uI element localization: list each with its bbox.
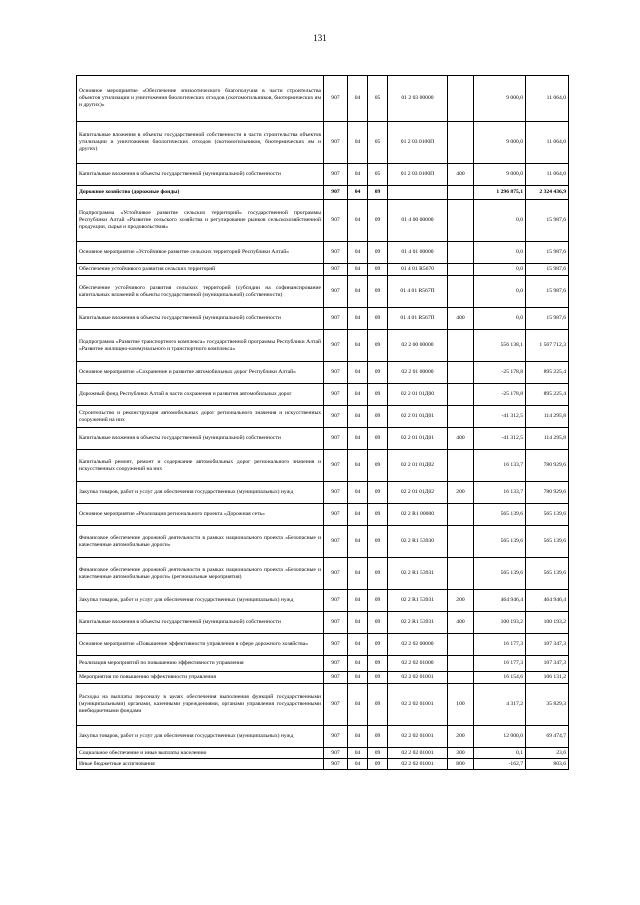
row-subsection: 09 [368, 482, 388, 504]
row-target-article: 02 2 01 01Д01 [388, 428, 448, 450]
row-grbs: 907 [324, 634, 348, 656]
row-name: Дорожное хозяйство (дорожные фонды) [77, 186, 324, 200]
table-row [77, 122, 569, 164]
row-target-article [388, 186, 448, 200]
row-target-article: 02 2 02 01001 [388, 759, 448, 770]
row-section: 04 [348, 76, 368, 122]
row-subsection: 09 [368, 748, 388, 759]
row-amount-total: 107 347,3 [526, 656, 569, 672]
row-expense-type: 200 [448, 726, 474, 748]
row-expense-type [448, 672, 474, 684]
table-row [77, 684, 569, 726]
row-section: 04 [348, 482, 368, 504]
row-name: Иные бюджетные ассигнования [77, 759, 324, 770]
row-expense-type: 100 [448, 684, 474, 726]
row-target-article: 02 2 02 01001 [388, 748, 448, 759]
row-amount-total: 464 946,4 [526, 590, 569, 612]
row-expense-type [448, 276, 474, 308]
row-expense-type [448, 450, 474, 482]
row-name: Строительство и реконструкция автомобильных дорог регионального значения и искусственных сооружений на них [77, 406, 324, 428]
row-expense-type: 400 [448, 612, 474, 634]
row-expense-type [448, 264, 474, 276]
table-row [77, 186, 569, 200]
row-target-article: 02 2 R1 53931 [388, 612, 448, 634]
row-target-article: 01 4 01 R5670 [388, 264, 448, 276]
row-grbs: 907 [324, 656, 348, 672]
row-name: Обеспечение устойчивого развития сельских территорий [77, 264, 324, 276]
row-amount-total: 11 064,0 [526, 76, 569, 122]
row-amount-total: 2 324 436,9 [526, 186, 569, 200]
row-target-article: 02 2 02 01001 [388, 672, 448, 684]
row-grbs: 907 [324, 684, 348, 726]
row-expense-type: 200 [448, 482, 474, 504]
row-amount-change: 0,0 [474, 264, 526, 276]
table-row [77, 634, 569, 656]
row-amount-total: 15 987,6 [526, 200, 569, 242]
row-expense-type [448, 330, 474, 362]
row-grbs: 907 [324, 164, 348, 186]
row-amount-change: 16 133,7 [474, 482, 526, 504]
row-section: 04 [348, 384, 368, 406]
row-target-article: 02 2 R1 00000 [388, 504, 448, 526]
row-amount-change: 565 139,6 [474, 558, 526, 590]
row-section: 04 [348, 612, 368, 634]
row-name: Закупка товаров, работ и услуг для обеспечения государственных (муниципальных) нужд [77, 726, 324, 748]
row-amount-change: 0,0 [474, 276, 526, 308]
row-target-article: 01 2 03 0100П [388, 122, 448, 164]
row-amount-change: 16 177,3 [474, 656, 526, 672]
row-subsection: 09 [368, 656, 388, 672]
row-amount-change: 12 000,0 [474, 726, 526, 748]
row-grbs: 907 [324, 428, 348, 450]
table-row [77, 558, 569, 590]
row-amount-total: 100 193,2 [526, 612, 569, 634]
row-expense-type [448, 526, 474, 558]
row-amount-change: 16 154,6 [474, 672, 526, 684]
table-row [77, 330, 569, 362]
row-section: 04 [348, 748, 368, 759]
row-expense-type [448, 406, 474, 428]
row-expense-type [448, 558, 474, 590]
row-amount-total: 11 064,0 [526, 164, 569, 186]
row-amount-change: 565 139,6 [474, 504, 526, 526]
row-expense-type [448, 384, 474, 406]
table-row [77, 276, 569, 308]
row-subsection: 09 [368, 526, 388, 558]
row-amount-change: -41 312,5 [474, 406, 526, 428]
row-target-article: 02 2 R1 53931 [388, 590, 448, 612]
row-name: Капитальный ремонт, ремонт и содержание автомобильных дорог регионального значения и искусственных сооружений на них [77, 450, 324, 482]
row-subsection: 09 [368, 504, 388, 526]
row-grbs: 907 [324, 362, 348, 384]
row-amount-total: 35 829,3 [526, 684, 569, 726]
row-expense-type [448, 634, 474, 656]
row-subsection: 09 [368, 264, 388, 276]
row-name: Основное мероприятие «Обеспечение эпизоотического благополучия в части строительства объектов утилизации и уничтожения биологических отходов (скотомогильников, биотермических ям и других)» [77, 76, 324, 122]
row-name: Основное мероприятие «Реализация регионального проекта «Дорожная сеть» [77, 504, 324, 526]
row-section: 04 [348, 186, 368, 200]
row-name: Капитальные вложения в объекты государственной (муниципальной) собственности [77, 612, 324, 634]
row-name: Реализация мероприятий по повышению эффективности управления [77, 656, 324, 672]
table-row [77, 362, 569, 384]
table-row [77, 164, 569, 186]
row-subsection: 09 [368, 186, 388, 200]
row-name: Капитальные вложения в объекты государственной (муниципальной) собственности [77, 428, 324, 450]
row-subsection: 09 [368, 276, 388, 308]
row-amount-change: 9 000,0 [474, 122, 526, 164]
row-grbs: 907 [324, 200, 348, 242]
row-target-article: 02 2 R1 53931 [388, 558, 448, 590]
row-section: 04 [348, 330, 368, 362]
row-grbs: 907 [324, 526, 348, 558]
row-subsection: 05 [368, 76, 388, 122]
table-row [77, 242, 569, 264]
row-amount-total: 780 929,6 [526, 482, 569, 504]
row-section: 04 [348, 759, 368, 770]
row-amount-total: 114 295,8 [526, 428, 569, 450]
row-amount-change: -25 178,8 [474, 362, 526, 384]
table-row [77, 406, 569, 428]
row-subsection: 09 [368, 428, 388, 450]
table-row [77, 482, 569, 504]
row-amount-total: 1 567 712,3 [526, 330, 569, 362]
row-section: 04 [348, 242, 368, 264]
table-row [77, 590, 569, 612]
row-subsection: 09 [368, 450, 388, 482]
table-row [77, 428, 569, 450]
row-section: 04 [348, 200, 368, 242]
row-name: Обеспечение устойчивого развития сельских территорий (субсидии на софинансирование капитальных вложений в объекты государственной (муниципальной) собственности) [77, 276, 324, 308]
row-amount-total: 15 987,6 [526, 308, 569, 330]
row-target-article: 01 2 03 00000 [388, 76, 448, 122]
row-name: Финансовое обеспечение дорожной деятельности в рамках национального проекта «Безопасные и качественные автомобильные дороги» [77, 526, 324, 558]
row-target-article: 02 2 01 01Д02 [388, 450, 448, 482]
row-amount-change: -41 312,5 [474, 428, 526, 450]
row-target-article: 02 2 02 00000 [388, 634, 448, 656]
row-target-article: 01 4 01 R567П [388, 308, 448, 330]
row-amount-change: 1 296 875,1 [474, 186, 526, 200]
row-amount-total: 565 139,6 [526, 504, 569, 526]
row-expense-type [448, 656, 474, 672]
row-amount-change: 9 000,0 [474, 164, 526, 186]
row-target-article: 02 2 02 01001 [388, 684, 448, 726]
row-subsection: 09 [368, 330, 388, 362]
table-row [77, 264, 569, 276]
row-section: 04 [348, 656, 368, 672]
row-grbs: 907 [324, 186, 348, 200]
row-subsection: 09 [368, 558, 388, 590]
row-target-article: 02 2 02 01000 [388, 656, 448, 672]
row-subsection: 05 [368, 122, 388, 164]
row-name: Капитальные вложения в объекты государственной (муниципальной) собственности [77, 164, 324, 186]
row-amount-change: -162,7 [474, 759, 526, 770]
row-amount-change: 16 133,7 [474, 450, 526, 482]
row-grbs: 907 [324, 748, 348, 759]
row-amount-change: 556 138,1 [474, 330, 526, 362]
row-grbs: 907 [324, 76, 348, 122]
row-target-article: 02 2 01 01Д02 [388, 482, 448, 504]
row-amount-total: 895 225,4 [526, 384, 569, 406]
table-row [77, 384, 569, 406]
table-row [77, 200, 569, 242]
row-subsection: 09 [368, 242, 388, 264]
row-section: 04 [348, 590, 368, 612]
row-subsection: 09 [368, 384, 388, 406]
row-expense-type [448, 76, 474, 122]
table-row [77, 526, 569, 558]
row-amount-change: 0,0 [474, 200, 526, 242]
row-name: Финансовое обеспечение дорожной деятельности в рамках национального проекта «Безопасные и качественные автомобильные дороги» (региональные мероприятия) [77, 558, 324, 590]
row-amount-total: 895 225,4 [526, 362, 569, 384]
row-expense-type [448, 362, 474, 384]
row-subsection: 09 [368, 672, 388, 684]
row-expense-type [448, 242, 474, 264]
row-subsection: 09 [368, 308, 388, 330]
row-grbs: 907 [324, 759, 348, 770]
row-amount-total: 15 987,6 [526, 264, 569, 276]
row-grbs: 907 [324, 672, 348, 684]
row-grbs: 907 [324, 122, 348, 164]
row-name: Социальное обеспечение и иные выплаты населению [77, 748, 324, 759]
row-section: 04 [348, 526, 368, 558]
row-target-article: 02 2 00 00000 [388, 330, 448, 362]
row-grbs: 907 [324, 504, 348, 526]
row-name: Закупка товаров, работ и услуг для обеспечения государственных (муниципальных) нужд [77, 590, 324, 612]
row-amount-total: 780 929,6 [526, 450, 569, 482]
table-row [77, 672, 569, 684]
row-section: 04 [348, 684, 368, 726]
row-target-article: 01 4 00 00000 [388, 200, 448, 242]
row-grbs: 907 [324, 406, 348, 428]
row-name: Капитальные вложения в объекты государственной (муниципальной) собственности [77, 308, 324, 330]
table-row [77, 308, 569, 330]
row-amount-change: 0,0 [474, 242, 526, 264]
row-expense-type: 400 [448, 308, 474, 330]
row-name: Закупка товаров, работ и услуг для обеспечения государственных (муниципальных) нужд [77, 482, 324, 504]
row-amount-total: 106 131,2 [526, 672, 569, 684]
row-subsection: 09 [368, 684, 388, 726]
row-expense-type [448, 186, 474, 200]
row-name: Основное мероприятие «Повышение эффективности управления в сфере дорожного хозяйства» [77, 634, 324, 656]
row-amount-total: 11 064,0 [526, 122, 569, 164]
row-grbs: 907 [324, 590, 348, 612]
row-grbs: 907 [324, 276, 348, 308]
row-name: Мероприятия по повышению эффективности управления [77, 672, 324, 684]
row-section: 04 [348, 308, 368, 330]
table-row [77, 450, 569, 482]
row-subsection: 09 [368, 612, 388, 634]
row-section: 04 [348, 122, 368, 164]
row-amount-total: 69 474,7 [526, 726, 569, 748]
row-section: 04 [348, 428, 368, 450]
row-subsection: 09 [368, 726, 388, 748]
row-name: Расходы на выплаты персоналу в целях обеспечения выполнения функций государственными (муниципальными) органами, казенными учреждениями, органами управления государственными внебюджетными фондами [77, 684, 324, 726]
row-expense-type: 400 [448, 164, 474, 186]
row-name: Подпрограмма «Развитие транспортного комплекса» государственной программы Республики Алтай «Развитие жилищно-коммунального и транспортного комплекса» [77, 330, 324, 362]
row-target-article: 02 2 01 01Д00 [388, 384, 448, 406]
row-amount-total: 15 987,6 [526, 242, 569, 264]
row-section: 04 [348, 558, 368, 590]
row-expense-type: 800 [448, 759, 474, 770]
row-grbs: 907 [324, 482, 348, 504]
page-number: 131 [313, 33, 327, 43]
row-expense-type [448, 504, 474, 526]
row-target-article: 02 2 01 00000 [388, 362, 448, 384]
budget-table [76, 75, 569, 770]
row-target-article: 02 2 02 01001 [388, 726, 448, 748]
row-section: 04 [348, 672, 368, 684]
row-grbs: 907 [324, 558, 348, 590]
row-grbs: 907 [324, 384, 348, 406]
row-subsection: 09 [368, 590, 388, 612]
row-section: 04 [348, 726, 368, 748]
row-amount-total: 565 139,6 [526, 558, 569, 590]
row-subsection: 09 [368, 634, 388, 656]
row-amount-total: 23,6 [526, 748, 569, 759]
row-expense-type: 200 [448, 590, 474, 612]
row-amount-change: 0,1 [474, 748, 526, 759]
row-target-article: 02 2 01 01Д01 [388, 406, 448, 428]
table-row [77, 656, 569, 672]
row-subsection: 09 [368, 759, 388, 770]
row-amount-change: 4 317,2 [474, 684, 526, 726]
row-amount-total: 107 347,3 [526, 634, 569, 656]
table-row [77, 759, 569, 770]
row-target-article: 01 4 01 00000 [388, 242, 448, 264]
row-section: 04 [348, 264, 368, 276]
row-grbs: 907 [324, 264, 348, 276]
row-name: Дорожный фонд Республики Алтай в части сохранения и развития автомобильных дорог [77, 384, 324, 406]
table-row [77, 726, 569, 748]
row-expense-type [448, 200, 474, 242]
row-target-article: 01 4 01 R567П [388, 276, 448, 308]
row-amount-change: 9 000,0 [474, 76, 526, 122]
row-name: Основное мероприятие «Сохранение и развитие автомобильных дорог Республики Алтай» [77, 362, 324, 384]
row-subsection: 09 [368, 200, 388, 242]
row-expense-type: 300 [448, 748, 474, 759]
row-amount-change: 100 193,2 [474, 612, 526, 634]
row-section: 04 [348, 450, 368, 482]
row-amount-change: 16 177,3 [474, 634, 526, 656]
row-grbs: 907 [324, 726, 348, 748]
row-name: Основное мероприятие «Устойчивое развитие сельских территорий Республики Алтай» [77, 242, 324, 264]
table-row [77, 612, 569, 634]
row-expense-type [448, 122, 474, 164]
row-subsection: 05 [368, 164, 388, 186]
row-subsection: 09 [368, 406, 388, 428]
row-amount-total: 15 987,6 [526, 276, 569, 308]
row-section: 04 [348, 634, 368, 656]
row-amount-change: -25 178,8 [474, 384, 526, 406]
row-grbs: 907 [324, 612, 348, 634]
row-name: Подпрограмма «Устойчивое развитие сельских территорий» государственной программы Республики Алтай «Развитие сельского хозяйства и регулирование рынков сельскохозяйственной продукции, сырья и продовольствия» [77, 200, 324, 242]
row-amount-total: 803,6 [526, 759, 569, 770]
row-target-article: 01 2 03 0100П [388, 164, 448, 186]
table-row [77, 504, 569, 526]
row-grbs: 907 [324, 450, 348, 482]
row-amount-change: 0,0 [474, 308, 526, 330]
row-grbs: 907 [324, 242, 348, 264]
row-section: 04 [348, 362, 368, 384]
row-section: 04 [348, 504, 368, 526]
row-amount-total: 114 295,8 [526, 406, 569, 428]
row-name: Капитальные вложения в объекты государственной собственности в части строительства объектов утилизации и уничтожения биологических отходов (скотомогильников, биотермических ям и других) [77, 122, 324, 164]
row-amount-change: 565 139,6 [474, 526, 526, 558]
row-grbs: 907 [324, 308, 348, 330]
row-amount-total: 565 139,6 [526, 526, 569, 558]
row-section: 04 [348, 276, 368, 308]
row-grbs: 907 [324, 330, 348, 362]
row-target-article: 02 2 R1 53930 [388, 526, 448, 558]
row-amount-change: 464 946,4 [474, 590, 526, 612]
row-subsection: 09 [368, 362, 388, 384]
table-row [77, 748, 569, 759]
row-section: 04 [348, 406, 368, 428]
row-expense-type: 400 [448, 428, 474, 450]
row-section: 04 [348, 164, 368, 186]
table-row [77, 76, 569, 122]
